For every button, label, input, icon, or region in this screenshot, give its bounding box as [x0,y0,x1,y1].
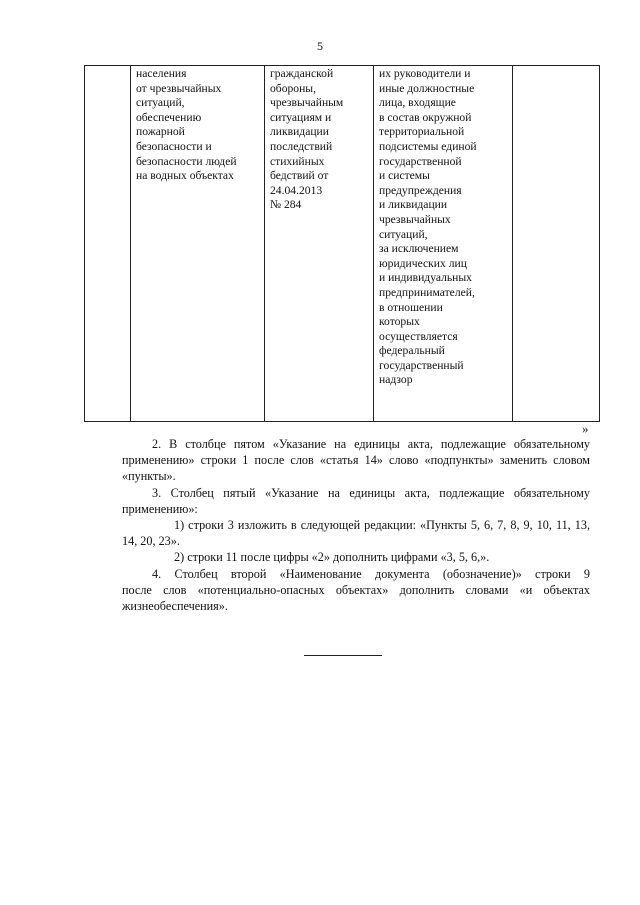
text-line: 1) строки 3 изложить в следующей редакции: «Пункты 5, 6, 7, 8, 9, 10, 11, 13, [174,518,590,533]
text-line: 2. В столбце пятом «Указание на единицы акта, подлежащие обязательному [152,437,590,451]
amendments-text [122,436,590,614]
table-cell-line: ликвидации [270,125,329,139]
table-cell-line: стихийных [270,154,325,168]
table-cell-line: иные должностные [379,81,475,95]
table-cell-line: в отношении [379,300,443,314]
table-cell-col1 [85,66,131,422]
table-cell-col5 [513,66,600,422]
table-cell-line: предупреждения [379,183,462,197]
text-line: 14, 20, 23». [122,534,180,549]
table-cell-line: ситуаций, [136,96,185,110]
table-cell-line: которых [379,315,420,329]
table-cell-line: от чрезвычайных [136,81,222,95]
table-cell-col4 [374,66,513,422]
footer-divider [304,655,382,656]
table-cell-line: лица, входящие [379,96,456,110]
table-cell-line: предпринимателей, [379,285,475,299]
table-cell-line: и индивидуальных [379,271,472,285]
paragraph-3-item-1 [122,517,590,549]
paragraph-2 [122,436,590,485]
table-cell-line: обеспечению [136,110,202,124]
table-cell-line: в состав окружной [379,110,472,124]
text-line: применению» строки 1 после слов «статья 14» слово «подпункты» заменить словом [122,453,590,468]
paragraph-3 [122,485,590,517]
table-cell-line: ситуаций, [379,227,428,241]
table-cell-line: осуществляется [379,329,458,343]
table-cell-line: ситуациям и [270,110,332,124]
table-cell-line: населения [136,67,187,80]
table-cell-line: гражданской [270,67,334,80]
table-cell-line: на водных объектах [136,169,234,183]
table-cell-line: безопасности людей [136,154,237,168]
table-cell-line: за исключением [379,242,459,256]
table-cell-col2 [131,66,265,422]
table-cell-line: юридических лиц [379,256,467,270]
text-line: «пункты». [122,469,176,484]
table-cell-line: бедствий от [270,169,329,183]
table-cell-line: чрезвычайным [270,96,344,110]
table-cell-line: безопасности и [136,139,212,153]
table-cell-line: чрезвычайных [379,212,451,226]
text-line: 2) строки 11 после цифры «2» дополнить цифрами «3, 5, 6,». [174,550,490,565]
table-cell-line: и системы [379,169,430,183]
table-cell-line: надзор [379,373,413,387]
table-cell-line: № 284 [270,198,302,212]
table-cell-line: подсистемы единой [379,139,477,153]
table-cell-line: последствий [270,139,333,153]
paragraph-3-item-2 [122,549,590,565]
text-line: жизнеобеспечения». [122,599,228,614]
text-line: применению»: [122,501,198,516]
regulation-table [84,65,600,422]
text-line: после слов «потенциально-опасных объектах» дополнить словами «и объектах [122,582,590,597]
table-cell-line: федеральный [379,344,445,358]
table-cell-line: пожарной [136,125,185,139]
table-cell-line: территориальной [379,125,465,139]
text-line: 4. Столбец второй «Наименование документа (обозначение)» строки 9 [152,566,590,581]
closing-quote: » [582,421,589,436]
table-row [85,66,600,422]
table-cell-line: обороны, [270,81,316,95]
table-cell-line: государственный [379,358,464,372]
paragraph-4 [122,566,590,615]
table-cell-line: государственной [379,154,462,168]
page-number: 5 [317,39,323,53]
text-line: 3. Столбец пятый «Указание на единицы акта, подлежащие обязательному [152,485,590,500]
table-cell-line: и ликвидации [379,198,448,212]
table-cell-col3 [265,66,374,422]
table-cell-line: их руководители и [379,67,471,80]
table-cell-line: 24.04.2013 [270,183,323,197]
